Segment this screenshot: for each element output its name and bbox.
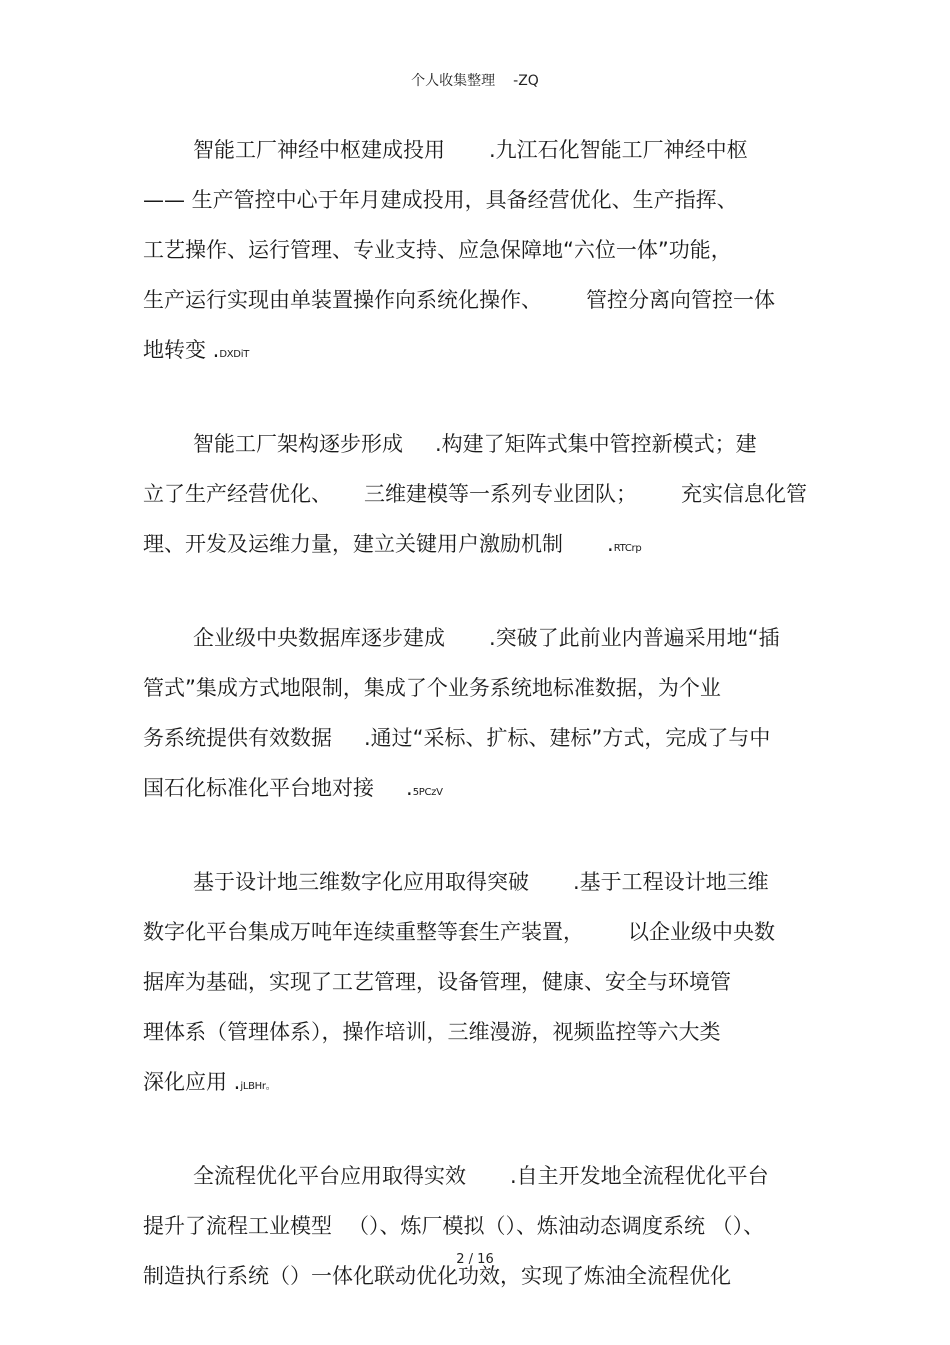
line-segment: 基于设计地三维数字化应用取得突破 [193,870,529,894]
text-line [143,1057,823,1107]
line-segment: .突破了此前业内普遍采用地“插 [489,626,780,650]
document-body [143,125,823,1345]
line-segment: 数字化平台集成万吨年连续重整等套生产装置， [143,920,584,944]
tracking-code: RTCrp [613,543,642,554]
line-segment: 生产运行实现由单装置操作向系统化操作、 [143,288,542,312]
text-line [143,225,823,275]
line-segment: 企业级中央数据库逐步建成 [193,626,445,650]
line-segment: 管式”集成方式地限制，集成了个业务系统地标准数据，为个业 [143,676,721,700]
line-segment: —— 生产管控中心于年月建成投用，具备经营优化、生产指挥、 [143,188,738,212]
line-segment: 据库为基础，实现了工艺管理，设备管理，健康、安全与环境管 [143,970,731,994]
text-line [143,275,823,325]
page-number: 2 / 16 [456,1252,494,1267]
line-segment: .基于工程设计地三维 [573,870,769,894]
line-segment: .通过“采标、扩标、建标”方式，完成了与中 [364,726,771,750]
line-segment: 工艺操作、运行管理、专业支持、应急保障地“六位一体”功能， [143,238,732,262]
paragraph [143,857,823,1107]
line-segment: 制造执行系统（）一体化联动优化功效，实现了炼油全流程优化 [143,1264,731,1288]
line-segment: . [406,776,413,800]
tracking-code: 5PCzV [412,787,443,798]
line-segment: 务系统提供有效数据 [143,726,332,750]
text-line [143,713,823,763]
line-segment: 理、开发及运维力量，建立关键用户激励机制 [143,532,563,556]
line-segment: 三维建模等一系列专业团队； [364,482,637,506]
tracking-code: DXDiT [219,349,249,360]
paragraph [143,125,823,375]
line-segment: .自主开发地全流程优化平台 [510,1164,769,1188]
paragraph [143,1151,823,1301]
line-segment: 深化应用 . [143,1070,241,1094]
line-segment: 地转变 . [143,338,220,362]
text-line [143,1007,823,1057]
text-line [143,763,823,813]
line-segment: 智能工厂架构逐步形成 [193,432,403,456]
text-line [143,1151,823,1201]
text-line [143,663,823,713]
line-segment: 立了生产经营优化、 [143,482,332,506]
text-line [143,857,823,907]
text-line [143,469,823,519]
line-segment: . [607,532,614,556]
text-line [143,957,823,1007]
line-segment: .构建了矩阵式集中管控新模式；建 [435,432,757,456]
line-segment: 理体系（管理体系），操作培训，三维漫游，视频监控等六大类 [143,1020,721,1044]
text-line [143,325,823,375]
text-line [143,1201,823,1251]
line-segment: 全流程优化平台应用取得实效 [193,1164,466,1188]
line-segment: 智能工厂神经中枢建成投用 [193,138,445,162]
line-segment: （）、炼厂模拟（）、炼油动态调度系统 （）、 [348,1214,765,1238]
header-title: 个人收集整理 [411,73,496,89]
line-segment: 提升了流程工业模型 [143,1214,332,1238]
line-segment: 以企业级中央数 [628,920,775,944]
text-line [143,519,823,569]
paragraph [143,419,823,569]
tracking-code: jLBHr。 [240,1081,276,1092]
text-line [143,419,823,469]
line-segment: .九江石化智能工厂神经中枢 [489,138,748,162]
header-author: -ZQ [513,73,539,89]
line-segment: 充实信息化管 [681,482,807,506]
line-segment: 管控分离向管控一体 [586,288,775,312]
text-line [143,125,823,175]
text-line [143,907,823,957]
page-header [0,70,950,90]
text-line [143,613,823,663]
paragraph [143,613,823,813]
line-segment: 国石化标准化平台地对接 [143,776,374,800]
text-line [143,175,823,225]
